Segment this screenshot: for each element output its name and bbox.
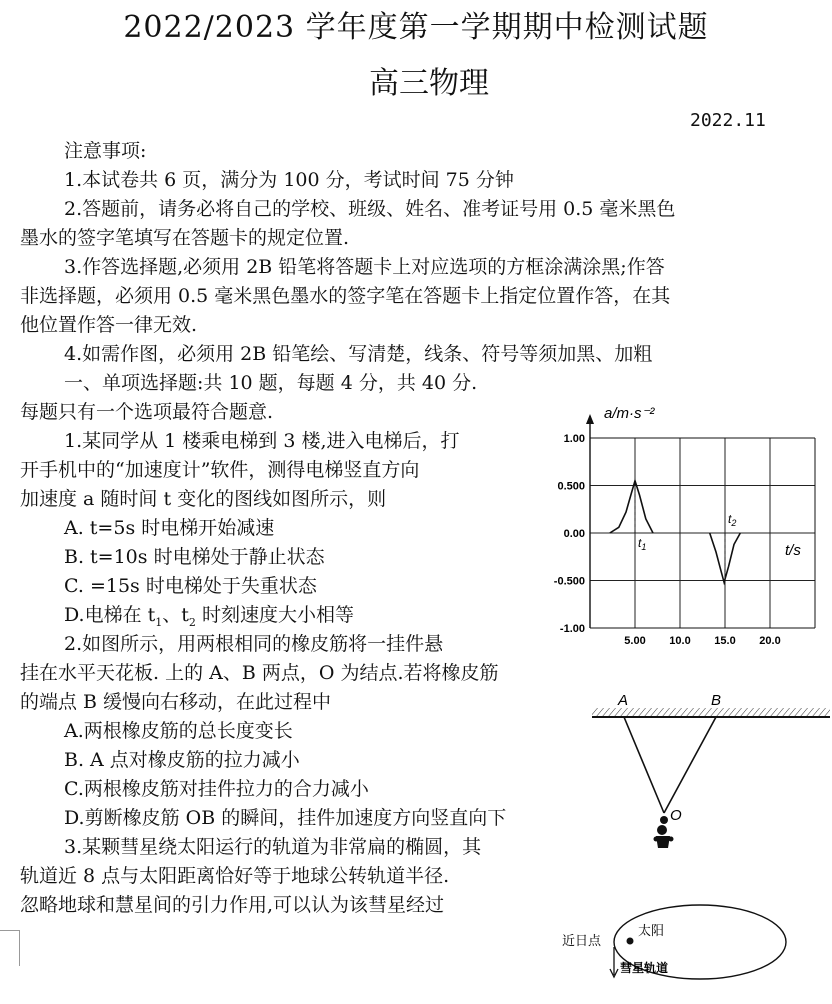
y-tick-label: 1.00	[563, 433, 585, 445]
y-tick-label: 0.00	[563, 528, 585, 540]
chart-labels	[554, 405, 802, 647]
comet-orbit-figure	[550, 895, 832, 1004]
y-tick-label: 0.500	[557, 480, 585, 493]
sun-label: 太阳	[638, 923, 665, 938]
q3-stem-2: 轨道近 8 点与太阳距离恰好等于地球公转轨道半径.	[20, 865, 450, 887]
q2-option-b: B. A 点对橡皮筋的拉力减小	[64, 749, 300, 771]
x-axis-label: t/s	[785, 542, 801, 559]
notes-line-1: 1.本试卷共 6 页，满分为 100 分，考试时间 75 分钟	[64, 169, 514, 191]
time-marker-label: $t_1$	[638, 536, 647, 552]
q1-option-c: C. =15s 时电梯处于失重状态	[64, 575, 317, 597]
sun-dot	[627, 938, 634, 945]
ceiling-hatching	[592, 708, 830, 717]
knot-o-label: O	[670, 807, 682, 824]
q2-stem-3: 的端点 B 缓慢向右移动，在此过程中	[20, 691, 332, 713]
page-corner-mark	[0, 930, 20, 966]
acceleration-curve	[610, 481, 653, 533]
q1-option-d-text-2: 、t	[162, 604, 189, 626]
chart-grid	[590, 438, 815, 628]
q1-option-a: A. t=5s 时电梯开始减速	[64, 517, 275, 539]
time-marker-subscript: 2	[731, 518, 737, 528]
notes-line-3b: 非选择题，必须用 0.5 毫米黑色墨水的签字笔在答题卡上指定位置作答，在其	[20, 285, 671, 307]
q1-stem-2: 开手机中的“加速度计”软件，测得电梯竖直方向	[20, 459, 420, 481]
rubber-band-figure	[590, 688, 832, 860]
x-tick-label: 20.0	[759, 635, 781, 647]
perihelion-label: 近日点	[562, 933, 602, 948]
exam-title: 2022/2023 学年度第一学期期中检测试题	[123, 10, 709, 45]
chart-axes	[586, 414, 815, 628]
section-intro: 每题只有一个选项最符合题意.	[20, 401, 274, 423]
time-marker-subscript: 1	[641, 542, 647, 552]
chart-series	[610, 481, 741, 583]
exam-subtitle: 高三物理	[369, 66, 489, 101]
y-axis-label: a/m·s⁻²	[604, 405, 655, 422]
y-tick-label: -0.500	[553, 575, 585, 588]
y-axis-arrow	[586, 414, 594, 424]
x-tick-label: 10.0	[669, 635, 691, 647]
q1-option-d-text-3: 时刻速度大小相等	[195, 604, 354, 626]
q1-stem-1: 1.某同学从 1 楼乘电梯到 3 楼,进入电梯后，打	[64, 430, 460, 452]
notes-heading: 注意事项:	[64, 140, 147, 162]
notes-line-4: 4.如需作图，必须用 2B 铅笔绘、写清楚，线条、符号等须加黑、加粗	[64, 343, 653, 365]
q3-stem-3: 忽略地球和慧星间的引力作用,可以认为该彗星经过	[20, 894, 445, 916]
point-a-label: A	[618, 692, 629, 709]
q1-option-b: B. t=10s 时电梯处于静止状态	[64, 546, 325, 568]
rubber-band-ob	[664, 717, 716, 813]
q1-option-d-sub-2: 2	[188, 615, 196, 629]
exam-date: 2022.11	[690, 110, 766, 131]
section-heading: 一、单项选择题:共 10 题，每题 4 分，共 40 分.	[64, 372, 478, 394]
q1-option-d-sub-1: 1	[155, 615, 163, 629]
x-tick-label: 15.0	[714, 635, 736, 647]
notes-line-2b: 墨水的签字笔填写在答题卡的规定位置.	[20, 227, 350, 249]
q2-option-c: C.两根橡皮筋对挂件拉力的合力减小	[64, 778, 369, 800]
acceleration-chart	[530, 398, 830, 648]
q2-option-d: D.剪断橡皮筋 OB 的瞬间，挂件加速度方向竖直向下	[64, 807, 507, 829]
x-tick-label: 5.00	[624, 635, 646, 647]
orbit-label: 彗星轨道	[620, 961, 669, 975]
q2-stem-2: 挂在水平天花板. 上的 A、B 两点，O 为结点.若将橡皮筋	[20, 662, 499, 684]
q1-option-d-text-1: D.电梯在 t	[64, 604, 156, 626]
notes-line-3c: 他位置作答一律无效.	[20, 314, 198, 336]
notes-line-2a: 2.答题前，请务必将自己的学校、班级、姓名、准考证号用 0.5 毫米黑色	[64, 198, 676, 220]
q2-option-a: A.两根橡皮筋的总长度变长	[64, 720, 293, 742]
point-b-label: B	[711, 692, 722, 709]
rubber-band-oa	[624, 717, 664, 813]
q1-stem-3: 加速度 a 随时间 t 变化的图线如图所示，则	[20, 488, 387, 510]
time-marker-label: $t_2$	[728, 512, 737, 528]
y-tick-label: -1.00	[559, 623, 585, 635]
q3-stem-1: 3.某颗彗星绕太阳运行的轨道为非常扁的椭圆，其	[64, 836, 482, 858]
q2-stem-1: 2.如图所示，用两根相同的橡皮筋将一挂件悬	[64, 633, 444, 655]
notes-line-3a: 3.作答选择题,必须用 2B 铅笔将答题卡上对应选项的方框涂满涂黑;作答	[64, 256, 665, 278]
